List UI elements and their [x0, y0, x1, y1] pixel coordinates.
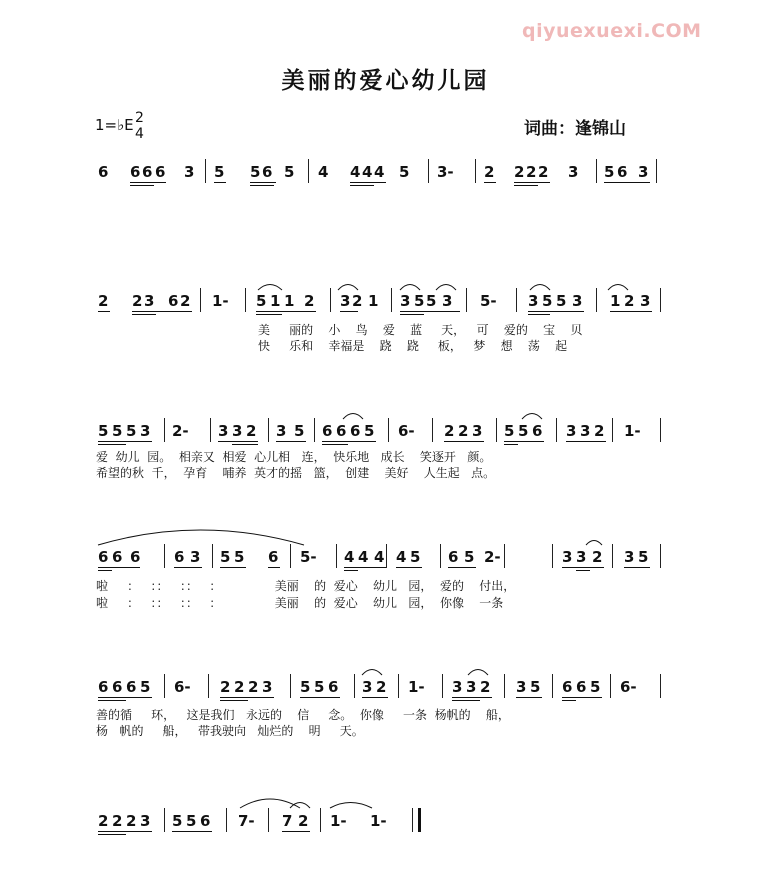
beam-line	[220, 700, 248, 701]
barline	[336, 544, 337, 568]
beam-line	[350, 182, 386, 183]
key-label: 1=♭E	[95, 116, 134, 134]
note: 3	[568, 163, 579, 181]
barline	[496, 418, 497, 442]
note: 5	[399, 163, 410, 181]
note: 5	[590, 678, 601, 696]
note: 3	[528, 292, 539, 310]
beam-line	[576, 570, 590, 571]
note: 7-	[238, 812, 255, 830]
note: 5-	[480, 292, 497, 310]
beam-line	[172, 831, 212, 832]
barline	[290, 544, 291, 568]
note: 6	[328, 678, 339, 696]
note: 2	[304, 292, 315, 310]
final-barline	[418, 808, 421, 832]
note: 1-	[624, 422, 641, 440]
beam-line	[98, 444, 126, 445]
barline	[164, 674, 165, 698]
lyric-line: 善的循 环， 这是我们 永远的 信 念。 你像 一条 杨帆的 船，	[96, 708, 510, 722]
note: 5	[518, 422, 529, 440]
note: 2	[594, 422, 605, 440]
beam-line	[322, 441, 376, 442]
note: 1	[270, 292, 281, 310]
beam-line	[562, 700, 576, 701]
barline	[164, 544, 165, 568]
beam-line	[98, 834, 126, 835]
barline	[596, 288, 597, 312]
barline	[226, 808, 227, 832]
beam-line	[362, 697, 388, 698]
note: 5	[300, 678, 311, 696]
note: 6	[562, 678, 573, 696]
note: 3	[276, 422, 287, 440]
beam-line	[504, 444, 518, 445]
note: 2	[298, 812, 309, 830]
note: 5	[638, 548, 649, 566]
lyric-line: 爱 幼儿 园。 相亲又 相爱 心儿相 连， 快乐地 成长 笑逐开 颜。	[96, 450, 492, 464]
note: 6-	[398, 422, 415, 440]
note: 1-	[330, 812, 347, 830]
beam-line	[98, 831, 152, 832]
note: 5	[410, 548, 421, 566]
note: 5	[530, 678, 541, 696]
note: 2	[376, 678, 387, 696]
lyric-line: 杨 帆的 船， 带我驶向 灿烂的 明 天。	[96, 724, 364, 738]
beam-line	[220, 697, 274, 698]
beam-line	[174, 567, 202, 568]
note: 6	[98, 163, 109, 181]
note: 6	[617, 163, 628, 181]
note: 5	[214, 163, 225, 181]
credit-line: 词曲：逢锦山	[524, 119, 626, 139]
watermark: qiyuexuexi.COM	[522, 20, 702, 42]
barline	[210, 418, 211, 442]
note: 3	[140, 422, 151, 440]
barline	[205, 159, 206, 183]
note: 5	[542, 292, 553, 310]
barline	[660, 674, 661, 698]
beam-line	[340, 311, 358, 312]
barline	[610, 674, 611, 698]
note: 3	[232, 422, 243, 440]
beam-line	[514, 182, 550, 183]
barline	[245, 288, 246, 312]
barline	[412, 808, 413, 832]
beam-line	[98, 700, 126, 701]
note: 3	[144, 292, 155, 310]
beam-line	[322, 444, 348, 445]
note: 3	[400, 292, 411, 310]
barline	[386, 544, 387, 568]
note: 3	[184, 163, 195, 181]
score-row-4	[0, 548, 771, 568]
note: 2	[234, 678, 245, 696]
barline	[556, 418, 557, 442]
barline	[388, 418, 389, 442]
note: 5	[464, 548, 475, 566]
beam-line	[256, 311, 316, 312]
note: 1	[368, 292, 379, 310]
note: 3	[262, 678, 273, 696]
note: 6	[576, 678, 587, 696]
barline	[612, 544, 613, 568]
note: 5	[504, 422, 515, 440]
note: 1	[284, 292, 295, 310]
barline	[656, 159, 657, 183]
score-row-2	[0, 292, 771, 312]
lyric-line: 啦 ： ：： ：： ： 美丽 的 爱心 幼儿 园， 你像 一条	[96, 596, 504, 610]
note: 4	[318, 163, 329, 181]
beam-line	[624, 567, 650, 568]
note: 5	[186, 812, 197, 830]
barline	[290, 674, 291, 698]
barline	[320, 808, 321, 832]
beam-line	[562, 567, 604, 568]
beam-line	[220, 567, 246, 568]
note: 5	[604, 163, 615, 181]
note: 3	[340, 292, 351, 310]
note: 6-	[174, 678, 191, 696]
note: 5	[414, 292, 425, 310]
note: 3	[452, 678, 463, 696]
barline	[660, 418, 661, 442]
note: 2	[484, 163, 495, 181]
note: 1-	[370, 812, 387, 830]
note: 6-	[620, 678, 637, 696]
note: 5	[220, 548, 231, 566]
note: 5	[140, 678, 151, 696]
note: 3	[442, 292, 453, 310]
beam-line	[604, 182, 650, 183]
note: 3	[218, 422, 229, 440]
note: 1	[610, 292, 621, 310]
lyric-line: 希望的秋 千， 孕育 哺养 英才的摇 篮， 创建 美好 人生起 点。	[96, 466, 496, 480]
note: 5	[234, 548, 245, 566]
beam-line	[130, 185, 154, 186]
beam-line	[250, 185, 274, 186]
note: 6	[130, 548, 141, 566]
note: 5	[556, 292, 567, 310]
note: 6	[130, 163, 141, 181]
note: 3	[638, 163, 649, 181]
note: 2-	[172, 422, 189, 440]
note: 5	[98, 422, 109, 440]
score-row-1	[0, 163, 771, 183]
note: 6	[174, 548, 185, 566]
beam-line	[448, 567, 476, 568]
beam-line	[98, 697, 152, 698]
barline	[308, 159, 309, 183]
beam-line	[566, 441, 606, 442]
beam-line	[218, 441, 258, 442]
note: 6	[126, 678, 137, 696]
barline	[268, 808, 269, 832]
note: 2	[98, 812, 109, 830]
barline	[552, 674, 553, 698]
barline	[660, 544, 661, 568]
note: 3	[572, 292, 583, 310]
barline	[504, 544, 505, 568]
song-title: 美丽的爱心幼儿园	[281, 67, 490, 94]
beam-line	[452, 697, 492, 698]
note: 2	[624, 292, 635, 310]
beam-line	[350, 185, 374, 186]
note: 2	[514, 163, 525, 181]
barline	[440, 544, 441, 568]
barline	[504, 674, 505, 698]
note: 3	[624, 548, 635, 566]
beam-line	[610, 311, 652, 312]
note: 6	[532, 422, 543, 440]
beam-line	[98, 567, 140, 568]
barline	[200, 288, 201, 312]
note: 3	[640, 292, 651, 310]
barline	[314, 418, 315, 442]
note: 4	[396, 548, 407, 566]
note: 4	[374, 548, 385, 566]
note: 2	[444, 422, 455, 440]
note: 5-	[300, 548, 317, 566]
note: 6	[268, 548, 279, 566]
note: 2	[180, 292, 191, 310]
note: 2	[592, 548, 603, 566]
beam-line	[444, 441, 484, 442]
note: 5	[426, 292, 437, 310]
beam-line	[562, 697, 602, 698]
beam-line	[300, 697, 340, 698]
beam-line	[344, 567, 386, 568]
note: 2-	[484, 548, 501, 566]
note: 4	[344, 548, 355, 566]
note: 5	[284, 163, 295, 181]
beam-line	[344, 570, 358, 571]
note: 6	[200, 812, 211, 830]
note: 5	[126, 422, 137, 440]
note: 6	[448, 548, 459, 566]
note: 1-	[408, 678, 425, 696]
beam-line	[452, 700, 480, 701]
barline	[164, 418, 165, 442]
barline	[612, 418, 613, 442]
note: 3	[566, 422, 577, 440]
note: 4	[362, 163, 373, 181]
note: 3	[466, 678, 477, 696]
note: 5	[250, 163, 261, 181]
note: 2	[132, 292, 143, 310]
note: 3	[562, 548, 573, 566]
note: 2	[98, 292, 109, 310]
barline	[391, 288, 392, 312]
note: 6	[98, 678, 109, 696]
beam-line	[268, 567, 280, 568]
note: 6	[155, 163, 166, 181]
note: 3-	[437, 163, 454, 181]
score-row-3	[0, 422, 771, 442]
beam-line	[282, 831, 310, 832]
beam-line	[528, 314, 550, 315]
note: 6	[112, 548, 123, 566]
note: 3	[580, 422, 591, 440]
note: 3	[516, 678, 527, 696]
note: 4	[358, 548, 369, 566]
lyric-line: 美 丽的 小 鸟 爱 蓝 天， 可 爱的 宝 贝	[258, 323, 583, 337]
beam-line	[400, 314, 424, 315]
note: 3	[190, 548, 201, 566]
note: 5	[294, 422, 305, 440]
note: 6	[262, 163, 273, 181]
beam-line	[98, 311, 110, 312]
note: 6	[98, 548, 109, 566]
barline	[164, 808, 165, 832]
note: 6	[336, 422, 347, 440]
note: 7	[282, 812, 293, 830]
note: 2	[246, 422, 257, 440]
beam-line	[516, 697, 542, 698]
beam-line	[214, 182, 226, 183]
beam-line	[132, 311, 192, 312]
beam-line	[514, 185, 538, 186]
note: 5	[364, 422, 375, 440]
lyric-line: 快 乐和 幸福是 跷 跷 板， 梦 想 荡 起	[258, 339, 568, 353]
beam-line	[132, 314, 156, 315]
note: 3	[472, 422, 483, 440]
score-row-6	[0, 812, 771, 832]
note: 3	[140, 812, 151, 830]
note: 6	[168, 292, 179, 310]
lyric-line: 啦 ： ：： ：： ： 美丽 的 爱心 幼儿 园， 爱的 付出，	[96, 579, 516, 593]
beam-line	[504, 441, 544, 442]
beam-line	[250, 182, 276, 183]
note: 2	[526, 163, 537, 181]
barline	[330, 288, 331, 312]
barline	[442, 674, 443, 698]
note: 2	[126, 812, 137, 830]
barline	[516, 288, 517, 312]
beam-line	[232, 444, 258, 445]
note: 5	[314, 678, 325, 696]
barline	[398, 674, 399, 698]
note: 6	[112, 678, 123, 696]
note: 2	[248, 678, 259, 696]
key-signature	[95, 110, 144, 142]
barline	[428, 159, 429, 183]
beam-line	[528, 311, 584, 312]
note: 3	[576, 548, 587, 566]
note: 1-	[212, 292, 229, 310]
barline	[466, 288, 467, 312]
note: 5	[112, 422, 123, 440]
beam-line	[484, 182, 496, 183]
note: 6	[322, 422, 333, 440]
time-signature: 2 4	[135, 110, 144, 142]
barline	[552, 544, 553, 568]
note: 2	[480, 678, 491, 696]
beam-line	[256, 314, 282, 315]
beam-line	[276, 441, 306, 442]
beam-line	[98, 570, 112, 571]
beam-line	[400, 311, 460, 312]
barline	[596, 159, 597, 183]
barline	[212, 544, 213, 568]
note: 2	[538, 163, 549, 181]
barline	[354, 674, 355, 698]
beam-line	[396, 567, 422, 568]
barline	[432, 418, 433, 442]
beam-line	[98, 441, 152, 442]
score-row-5	[0, 678, 771, 698]
barline	[660, 288, 661, 312]
barline	[208, 674, 209, 698]
note: 2	[220, 678, 231, 696]
note: 3	[362, 678, 373, 696]
note: 2	[112, 812, 123, 830]
note: 5	[256, 292, 267, 310]
note: 6	[142, 163, 153, 181]
barline	[475, 159, 476, 183]
note: 2	[458, 422, 469, 440]
beam-line	[130, 182, 166, 183]
note: 5	[172, 812, 183, 830]
note: 4	[374, 163, 385, 181]
note: 2	[352, 292, 363, 310]
note: 4	[350, 163, 361, 181]
barline	[268, 418, 269, 442]
note: 6	[350, 422, 361, 440]
